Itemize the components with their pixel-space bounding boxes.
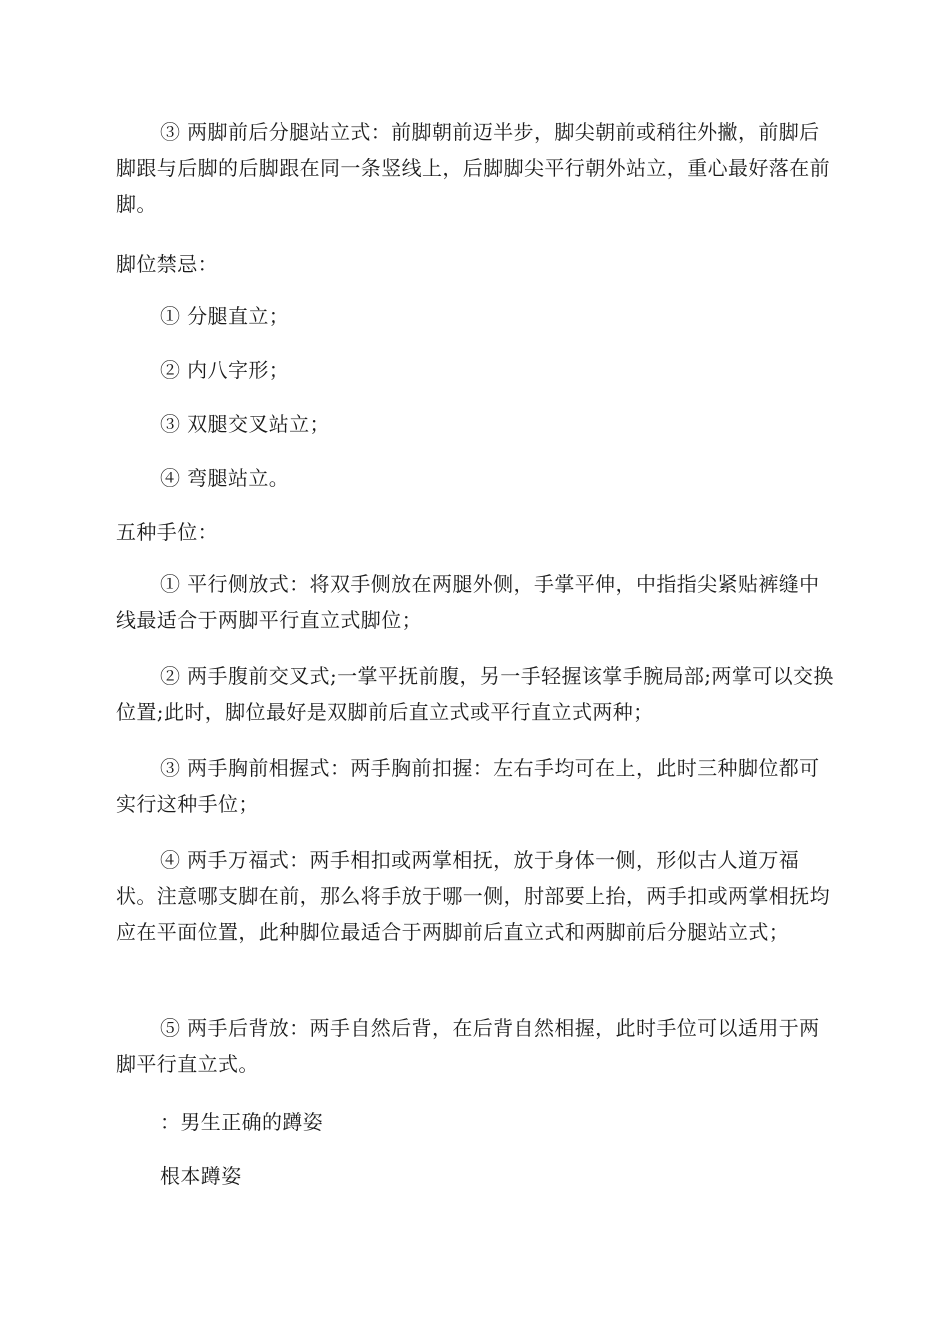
paragraph-hand-5: ⑤ 两手后背放：两手自然后背，在后背自然相握，此时手位可以适用于两脚平行直立式。 xyxy=(116,1016,820,1076)
paragraph-hand-4: ④ 两手万福式：两手相扣或两掌相抚，放于身体一侧，形似古人道万福状。注意哪支脚在前，那么将手放于哪一侧，肘部要上抬，两手扣或两掌相抚均应在平面位置，此种脚位最适合于两脚前后直立式和两脚前后分腿站立式； xyxy=(116,848,830,944)
heading-basic-squat: 根本蹲姿 xyxy=(160,1164,242,1188)
paragraph-hand-1: ① 平行侧放式：将双手侧放在两腿外侧，手掌平伸，中指指尖紧贴裤缝中线最适合于两脚平行直立式脚位； xyxy=(116,572,820,632)
paragraph-hand-3: ③ 两手胸前相握式：两手胸前扣握：左右手均可在上，此时三种脚位都可实行这种手位； xyxy=(116,756,820,816)
paragraph-stance-3: ③ 两脚前后分腿站立式：前脚朝前迈半步，脚尖朝前或稍往外撇，前脚后脚跟与后脚的后脚跟在同一条竖线上，后脚脚尖平行朝外站立，重心最好落在前脚。 xyxy=(116,120,830,216)
heading-hand-positions: 五种手位： xyxy=(116,520,218,544)
heading-squat: ：男生正确的蹲姿 xyxy=(160,1110,324,1134)
list-item-taboo-3: ③ 双腿交叉站立； xyxy=(160,412,330,436)
heading-foot-taboo: 脚位禁忌： xyxy=(116,252,218,276)
list-item-taboo-4: ④ 弯腿站立。 xyxy=(160,466,290,490)
list-item-taboo-1: ① 分腿直立； xyxy=(160,304,290,328)
paragraph-hand-2: ② 两手腹前交叉式;一掌平抚前腹，另一手轻握该掌手腕局部;两掌可以交换位置;此时，脚位最好是双脚前后直立式或平行直立式两种； xyxy=(116,664,834,724)
list-item-taboo-2: ② 内八字形； xyxy=(160,358,290,382)
